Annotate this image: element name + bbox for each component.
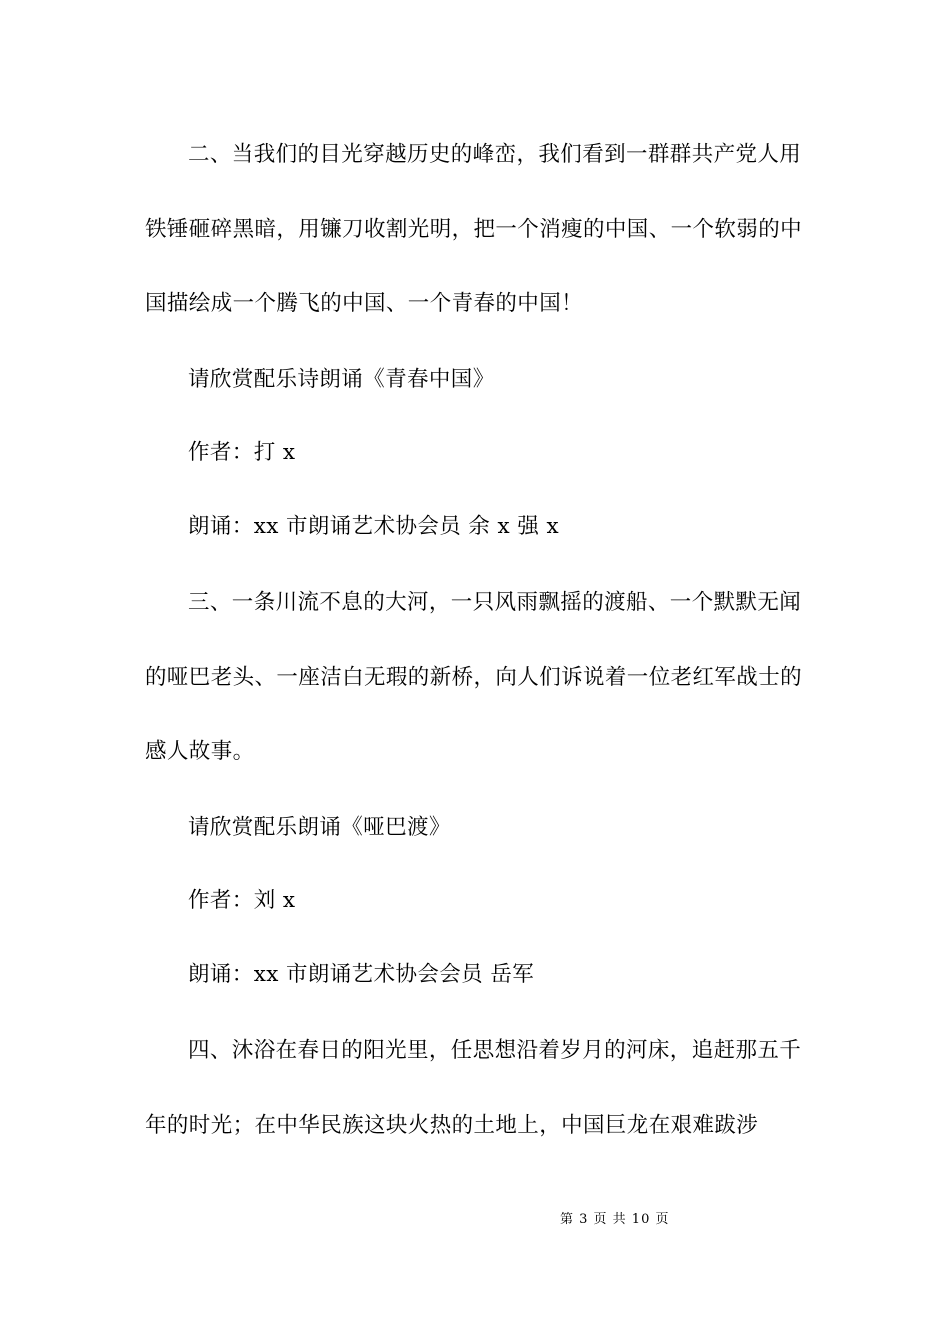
reciter-line: 朗诵：xx 市朗诵艺术协会员 余 x 强 x: [188, 514, 559, 539]
paragraph-section-four: 四、沐浴在春日的阳光里，任思想沿着岁月的河床，追赶那五千年的时光；在中华民族这块火热的土地上，中国巨龙在艰难跋涉: [145, 1038, 802, 1138]
paragraph-section-two: 二、当我们的目光穿越历史的峰峦，我们看到一群群共产党人用铁锤砸碎黑暗，用镰刀收割光明，把一个消瘦的中国、一个软弱的中国描绘成一个腾飞的中国、一个青春的中国！: [145, 142, 803, 316]
author-line: 作者：刘 x: [188, 888, 296, 913]
author-line: 作者：打 x: [188, 440, 296, 465]
program-title-youth-china: 请欣赏配乐诗朗诵《青春中国》: [188, 367, 495, 392]
paragraph-section-three: 三、一条川流不息的大河，一只风雨飘摇的渡船、一个默默无闻的哑巴老头、一座洁白无瑕的新桥，向人们诉说着一位老红军战士的感人故事。: [145, 590, 803, 764]
page-number-footer: 第 3 页 共 10 页: [560, 1212, 670, 1227]
program-title-yaba-du: 请欣赏配乐朗诵《哑巴渡》: [188, 815, 451, 840]
reciter-line: 朗诵：xx 市朗诵艺术协会会员 岳军: [188, 962, 535, 987]
